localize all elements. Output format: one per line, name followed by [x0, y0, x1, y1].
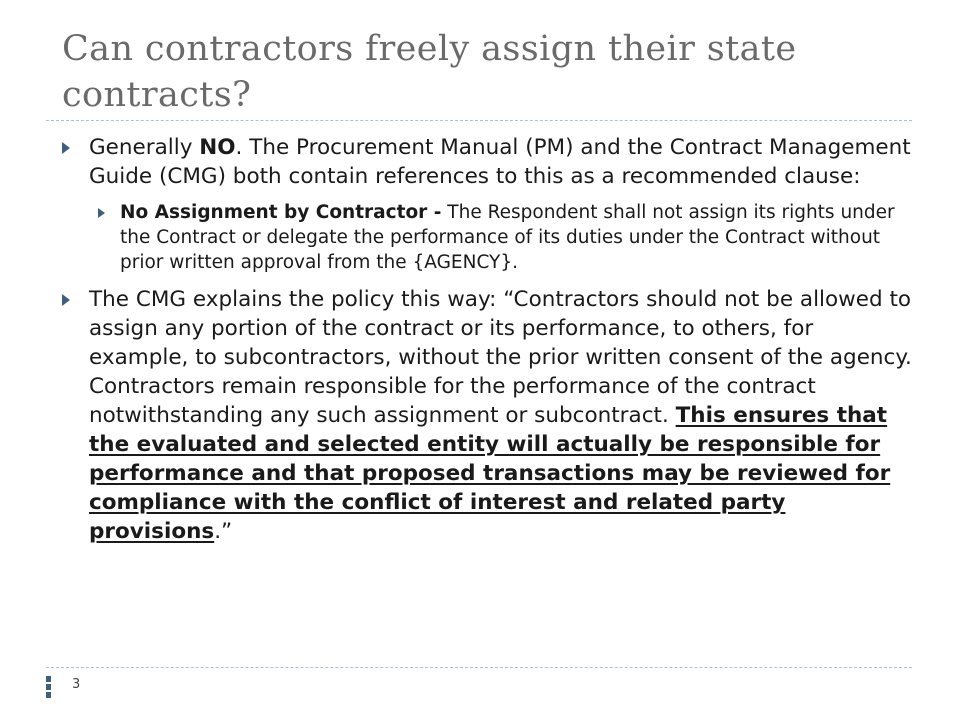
bullet2-emphasis: This ensures that the evaluated and selected entity will actually be responsible for performance and that proposed transactions may be reviewed for compliance with the conflict of interest and related party provisions [89, 403, 891, 544]
bullet-arrow-icon [62, 294, 70, 306]
bullet1-pre: Generally [89, 135, 200, 160]
bullet-arrow-icon [62, 142, 70, 154]
page-marker-icon [46, 676, 51, 698]
footer-divider [46, 667, 912, 668]
slide-body [62, 133, 912, 555]
sub-bullet-no-assignment [98, 200, 912, 275]
bullet1-post: . The Procurement Manual (PM) and the Contract Management Guide (CMG) both contain references to this as a recommended clause: [89, 135, 911, 189]
sub-bullet-bold: No Assignment by Contractor - [120, 202, 442, 223]
bullet2-pre: The CMG explains the policy this way: “Contractors should not be allowed to assign any portion of the contract or its performance, to others, for example, to subcontractors, without the prior written consent of the agency. Contractors remain responsible for the performance of the contract notwithstanding any such assignment or subcontract. [89, 287, 912, 428]
bullet-cmg-policy [62, 285, 912, 546]
bullet-text [89, 133, 912, 191]
sub-bullet-arrow-icon [98, 208, 105, 218]
bullet-text [89, 285, 912, 546]
sub-bullet-post: The Respondent shall not assign its rights under the Contract or delegate the performance of its duties under the Contract without prior written approval from the {AGENCY}. [120, 202, 895, 273]
bullet1-bold: NO [199, 135, 236, 160]
sub-bullet-text [120, 200, 912, 275]
bullet-generally-no [62, 133, 912, 191]
bullet2-post: .” [214, 519, 233, 544]
slide-title: Can contractors freely assign their state contracts? [62, 29, 797, 115]
title-divider [46, 120, 912, 121]
page-number: 3 [72, 677, 81, 692]
